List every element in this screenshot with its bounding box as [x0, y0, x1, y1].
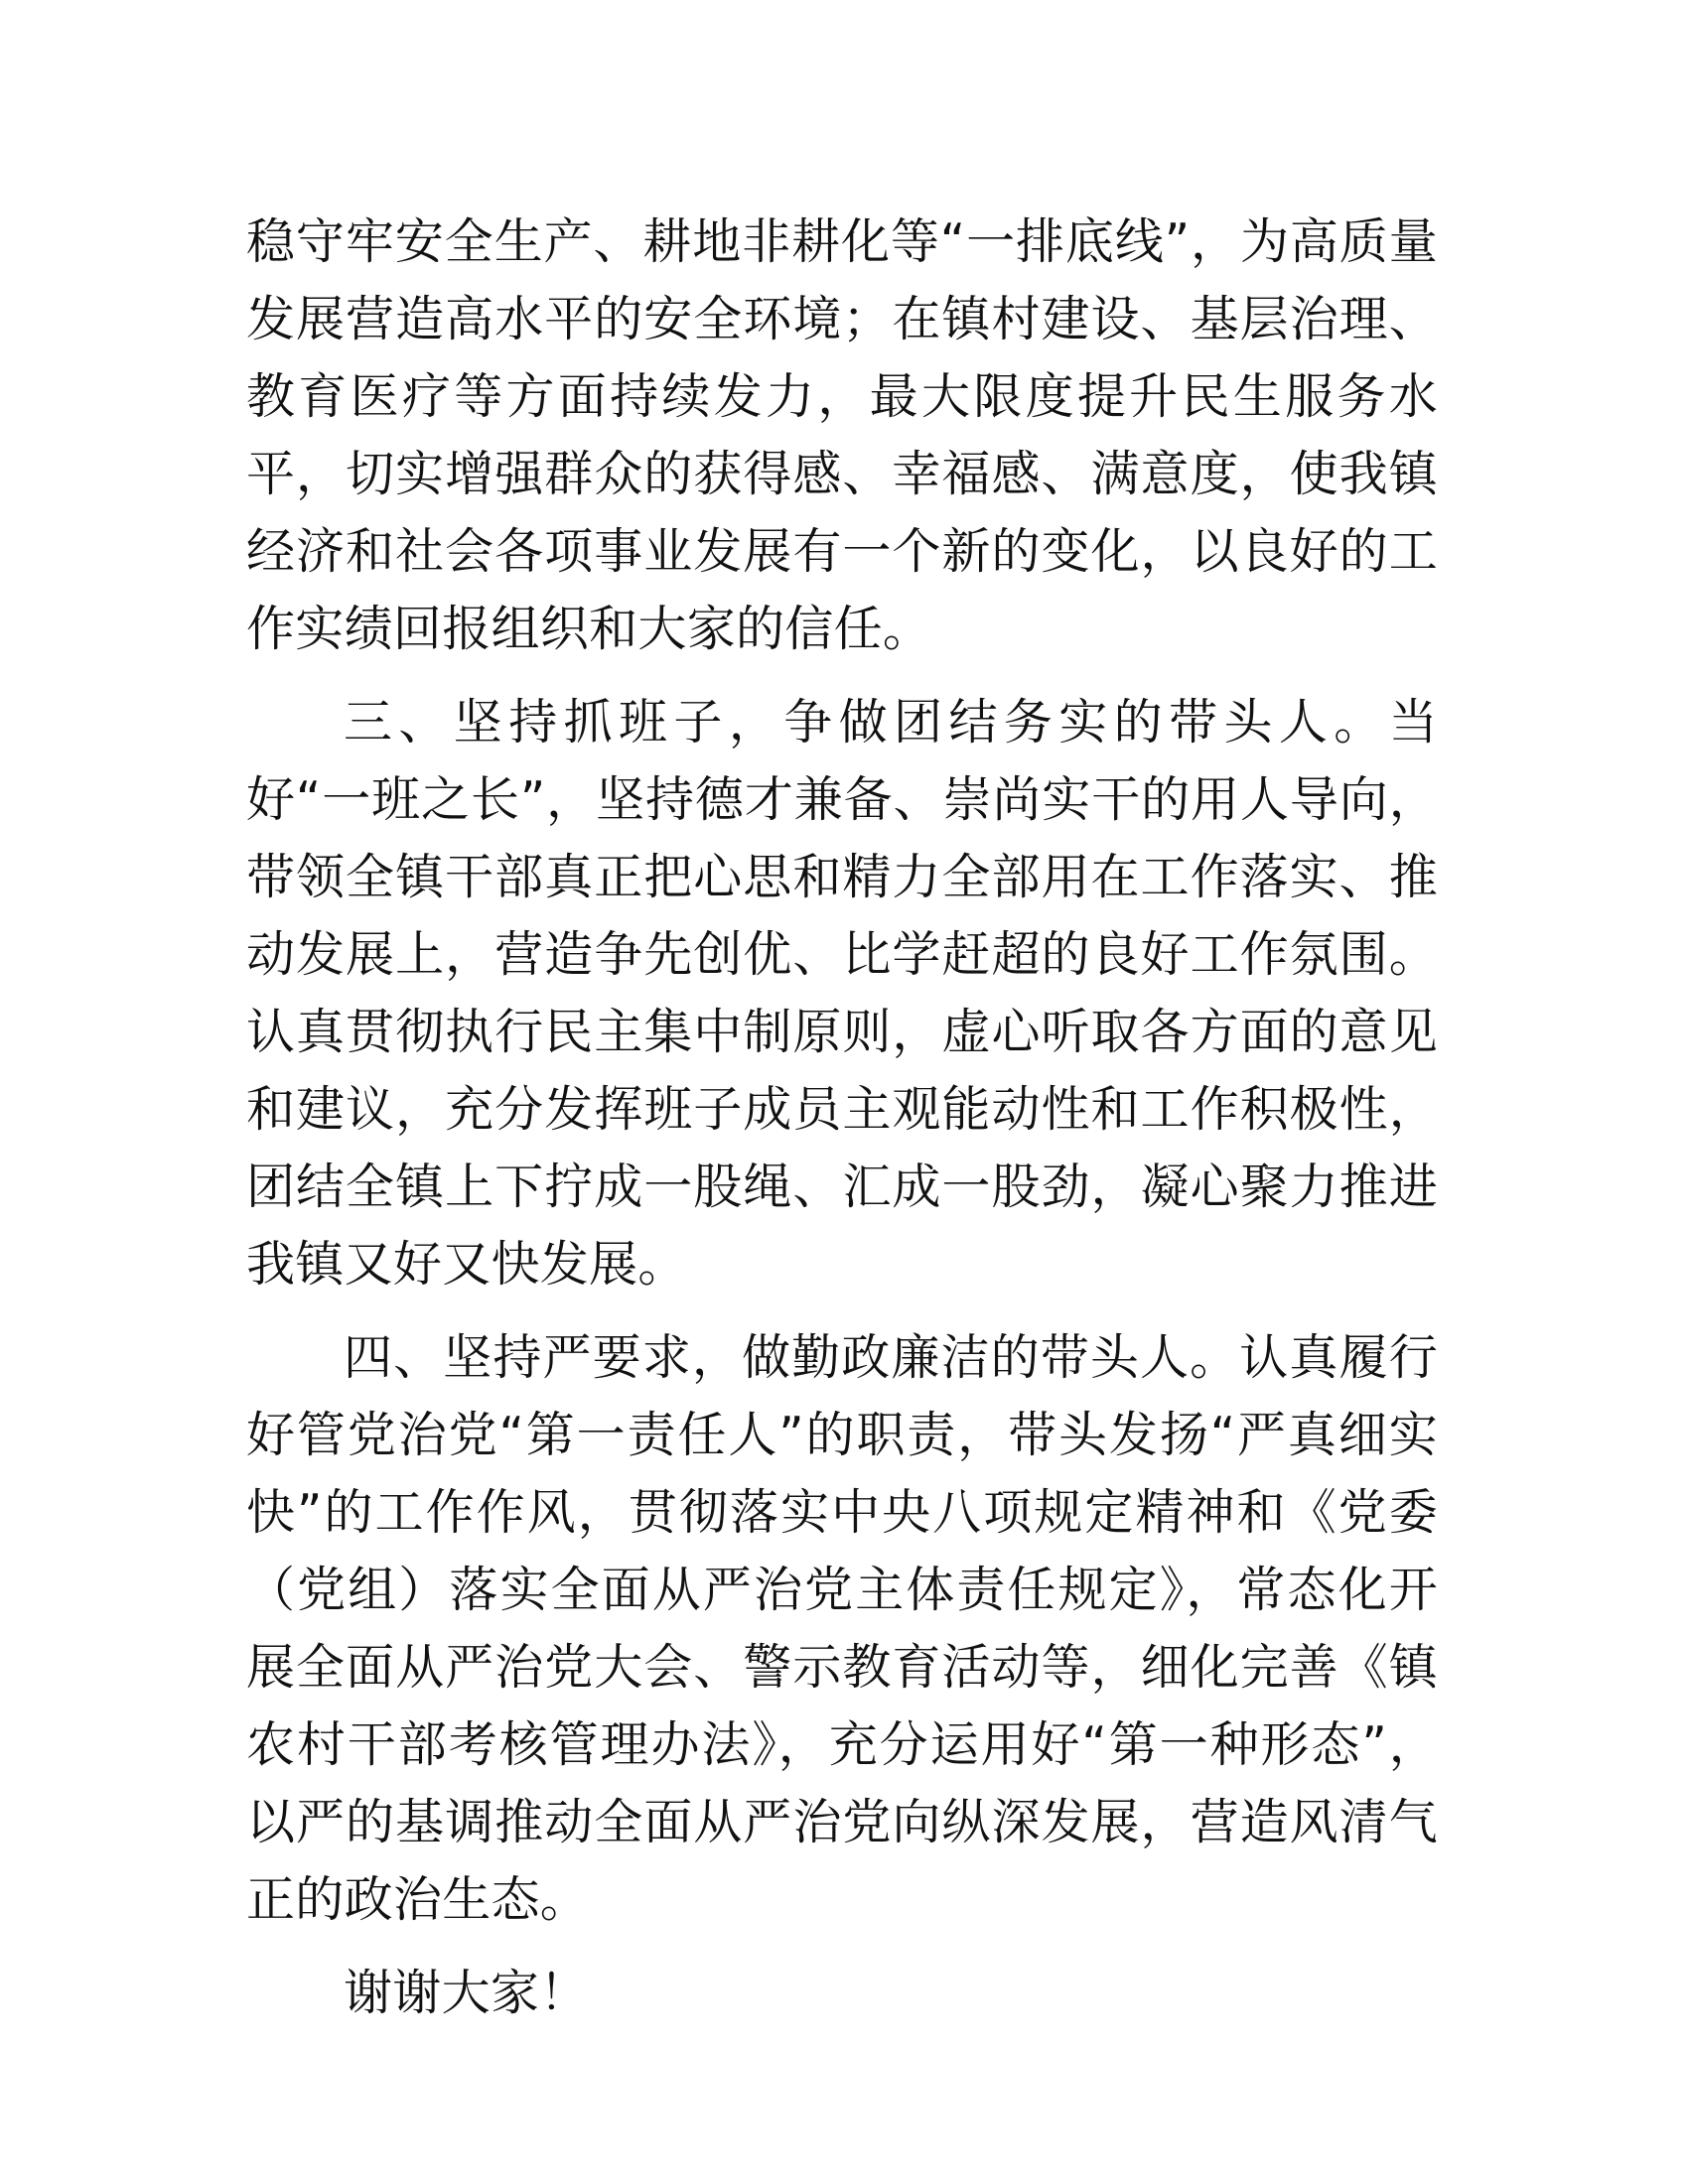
paragraph-continuation: 稳守牢安全生产、耕地非耕化等“一排底线”，为高质量发展营造高水平的安全环境；在镇村建设、基层治理、教育医疗等方面持续发力，最大限度提升民生服务水平，切实增强群众的获得感、幸福感、满意度，使我镇经济和社会各项事业发展有一个新的变化，以良好的工作实绩回报组织和大家的信任。 — [246, 213, 1438, 657]
paragraph-section-three: 三、坚持抓班子，争做团结务实的带头人。当好“一班之长”，坚持德才兼备、崇尚实干的用人导向，带领全镇干部真正把心思和精力全部用在工作落实、推动发展上，营造争先创优、比学赶超的良好工作氛围。认真贯彻执行民主集中制原则，虚心听取各方面的意见和建议，充分发挥班子成员主观能动性和工作积极性，团结全镇上下拧成一股绳、汇成一股劲，凝心聚力推进我镇又好又快发展。 — [246, 694, 1438, 1293]
paragraph-closing-thanks: 谢谢大家！ — [344, 1965, 589, 2021]
paragraph-section-four: 四、坚持严要求，做勤政廉洁的带头人。认真履行好管党治党“第一责任人”的职责，带头发扬“严真细实快”的工作作风，贯彻落实中央八项规定精神和《党委（党组）落实全面从严治党主体责任规定》，常态化开展全面从严治党大会、警示教育活动等，细化完善《镇农村干部考核管理办法》，充分运用好“第一种形态”，以严的基调推动全面从严治党向纵深发展，营造风清气正的政治生态。 — [246, 1329, 1438, 1928]
document-body — [246, 204, 1438, 2048]
